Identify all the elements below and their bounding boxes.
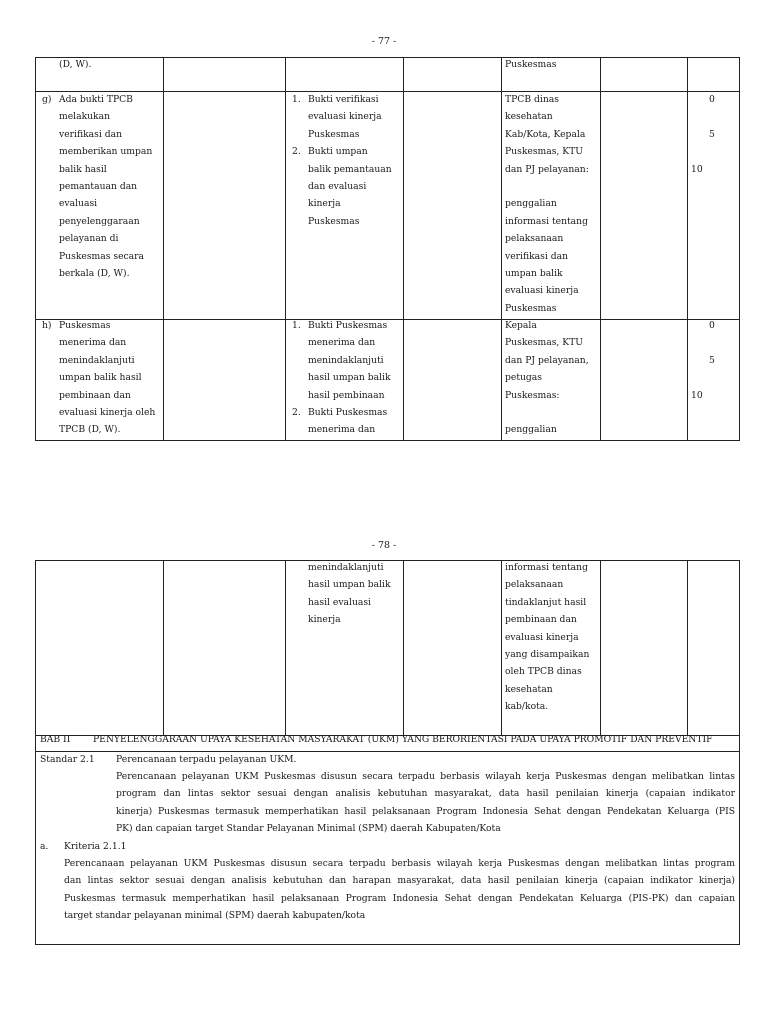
text-line: Puskesmas, KTU [505, 146, 584, 158]
item-number: 2. [292, 407, 301, 419]
text-line: petugas [505, 372, 543, 384]
text-line: evaluasi kinerja [505, 285, 579, 297]
paragraph-line: Puskesmas termasuk memperhatikan hasil pelaksanaan Program Indonesia Sehat dengan Pendekatan Keluarga (PIS-PK) dan capaian [64, 892, 735, 904]
text-line: verifikasi dan [59, 128, 122, 140]
text-line: oleh TPCB dinas [505, 666, 582, 678]
text-line [505, 404, 589, 421]
text-line [505, 178, 589, 195]
bab-label: BAB II [40, 734, 71, 745]
row-h-description [59, 317, 155, 439]
text-line: menindaklanjuti [308, 562, 384, 573]
text-line: hasil umpan balik [308, 579, 391, 591]
text-line: penyelenggaraan [59, 215, 140, 227]
text-line: kinerja [308, 614, 341, 626]
item-text: balik pemantauan [308, 163, 392, 175]
item-text: dan evaluasi [308, 181, 367, 193]
page-number-77: - 77 - [371, 36, 397, 47]
row0-method: Puskesmas [505, 59, 557, 70]
assessment-table-p78 [35, 560, 740, 945]
numbered-item-line [292, 334, 391, 351]
numbered-item-line [292, 404, 391, 421]
item-number: 1. [292, 94, 301, 105]
item-text: hasil pembinaan [308, 389, 385, 401]
item-number: 1. [292, 320, 301, 331]
paragraph-line: dan lintas sektor sesuai dengan analisis kebutuhan dan harapan masyarakat, data hasil penilaian kinerja (capaian indikator kinerja) [64, 875, 735, 887]
numbered-item-line [292, 317, 391, 334]
text-line: Puskesmas [505, 302, 557, 314]
text-line: verifikasi dan [505, 250, 568, 262]
item-text: Bukti verifikasi [308, 94, 379, 105]
text-line: dan PJ pelayanan, [505, 354, 589, 366]
row-g-score-0: 0 [709, 94, 715, 105]
numbered-item-line [292, 387, 391, 404]
row-h-documents [292, 317, 391, 439]
item-text: menerima dan [308, 337, 376, 349]
text-line: pembinaan dan [59, 389, 131, 401]
text-line: menindaklanjuti [59, 354, 135, 366]
criteria-description [64, 855, 735, 925]
text-line: tindaklanjut hasil [505, 596, 587, 608]
text-line: Kepala [505, 320, 537, 331]
item-text: Bukti umpan [308, 146, 368, 158]
numbered-item-line [292, 195, 392, 212]
text-line: pelayanan di [59, 233, 119, 245]
paragraph-line: PK) dan capaian target Standar Pelayanan Minimal (SPM) daerah Kabupaten/Kota [116, 823, 501, 835]
text-line: balik hasil [59, 163, 107, 175]
text-line: Kab/Kota, Kepala [505, 128, 586, 140]
text-line: umpan balik hasil [59, 372, 142, 384]
row-g-letter: g) [42, 94, 52, 105]
numbered-item-line [292, 178, 392, 195]
text-line: kesehatan [505, 111, 553, 123]
item-text: Bukti Puskesmas [308, 320, 388, 331]
standard-title: Perencanaan terpadu pelayanan UKM. [116, 754, 297, 765]
paragraph-line: target standar pelayanan minimal (SPM) daerah kabupaten/kota [64, 910, 366, 922]
criteria-letter: a. [40, 841, 49, 852]
text-line: pembinaan dan [505, 614, 577, 626]
bab-title: PENYELENGGARAAN UPAYA KESEHATAN MASYARAKAT (UKM) YANG BERORIENTASI PADA UPAYA PROMOTIF DAN PREVENTIF [93, 734, 713, 745]
text-line: evaluasi kinerja [505, 631, 579, 643]
row-h-score-5: 5 [709, 355, 715, 366]
text-line: Puskesmas [59, 320, 111, 331]
paragraph-line: Perencanaan pelayanan UKM Puskesmas disusun secara terpadu berbasis wilayah kerja Puskesmas dengan melibatkan lintas [116, 771, 735, 782]
standard-description [116, 768, 735, 838]
item-text: evaluasi kinerja [308, 111, 382, 123]
text-line: memberikan umpan [59, 146, 153, 158]
text-line: penggalian [505, 198, 557, 210]
text-line: melakukan [59, 111, 111, 123]
text-line: kab/kota. [505, 701, 549, 713]
text-line: umpan balik [505, 268, 563, 280]
item-text: Puskesmas [308, 128, 360, 140]
text-line: evaluasi [59, 198, 98, 210]
numbered-item-line [292, 421, 391, 438]
item-text: kinerja [308, 198, 341, 210]
text-line: Puskesmas secara [59, 250, 145, 262]
item-number: 2. [292, 146, 301, 158]
numbered-item-line [292, 126, 392, 143]
row-h-score-0: 0 [709, 320, 715, 331]
row-h-method [505, 317, 589, 439]
text-line: pelaksanaan [505, 579, 564, 591]
text-line: Ada bukti TPCB [59, 94, 133, 105]
criteria-title: Kriteria 2.1.1 [64, 841, 127, 852]
row-g-documents [292, 91, 392, 230]
standard-label: Standar 2.1 [40, 754, 95, 765]
bab-heading [36, 732, 739, 749]
text-line: penggalian [505, 424, 557, 436]
item-text: menindaklanjuti [308, 354, 384, 366]
text-line: evaluasi kinerja oleh [59, 407, 156, 419]
text-line: kesehatan [505, 683, 553, 695]
text-line: TPCB dinas [505, 94, 559, 105]
paragraph-line: Perencanaan pelayanan UKM Puskesmas disusun secara terpadu berbasis wilayah kerja Puskesmas dengan melibatkan lintas program [64, 858, 735, 869]
text-line: dan PJ pelayanan: [505, 163, 589, 175]
row-h-score-10: 10 [691, 390, 703, 401]
text-line: Puskesmas, KTU [505, 337, 584, 349]
row-h-letter: h) [42, 320, 52, 331]
text-line: berkala (D, W). [59, 268, 130, 280]
row-g-score-10: 10 [691, 164, 703, 175]
row0-description: (D, W). [59, 59, 92, 70]
numbered-item-line [292, 213, 392, 230]
text-line: hasil evaluasi [308, 596, 371, 608]
text-line: yang disampaikan [505, 649, 590, 661]
text-line: menerima dan [59, 337, 127, 349]
row-g-method [505, 91, 589, 317]
item-text: hasil umpan balik [308, 372, 391, 384]
text-line: pemantauan dan [59, 181, 138, 193]
text-line: informasi tentang [505, 215, 588, 227]
text-line: Puskesmas: [505, 389, 560, 401]
cont-documents [308, 559, 391, 629]
row-g-score-5: 5 [709, 129, 715, 140]
paragraph-line: program dan lintas sektor sesuai dengan analisis kebutuhan masyarakat, data hasil penilaian kinerja (capaian indikator [116, 788, 735, 800]
numbered-item-line [292, 161, 392, 178]
item-text: Bukti Puskesmas [308, 407, 388, 419]
numbered-item-line [292, 143, 392, 160]
page-number-78: - 78 - [371, 540, 397, 551]
row-g-description [59, 91, 152, 282]
numbered-item-line [292, 369, 391, 386]
numbered-item-line [292, 91, 392, 108]
cont-method [505, 559, 589, 716]
numbered-item-line [292, 352, 391, 369]
item-text: Puskesmas [308, 215, 360, 227]
text-line: pelaksanaan [505, 233, 564, 245]
assessment-table-p77 [35, 57, 740, 441]
numbered-item-line [292, 108, 392, 125]
paragraph-line: kinerja) Puskesmas termasuk memperhatikan hasil pelaksanaan Program Indonesia Sehat dengan Pendekatan Keluarga (PIS [116, 805, 735, 817]
text-line: informasi tentang [505, 562, 588, 573]
item-text: menerima dan [308, 424, 376, 436]
text-line: TPCB (D, W). [59, 424, 121, 436]
